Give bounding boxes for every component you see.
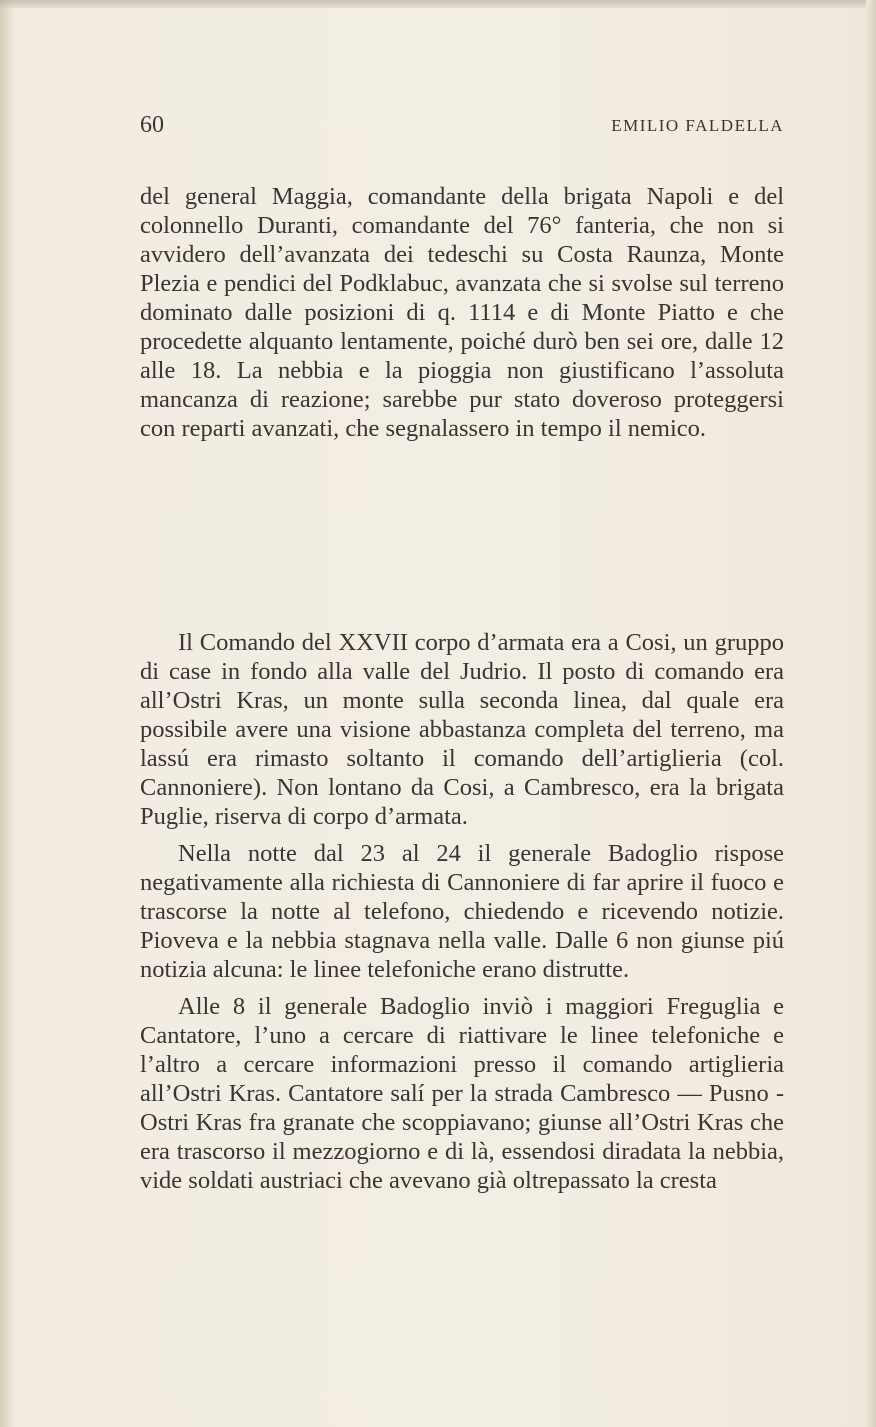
paragraph: del general Maggia, comandante della brigata Napoli e del colonnello Duranti, comandante del 76° fanteria, che non si avvidero dell’avanzata dei tedeschi su Costa Raunza, Monte Plezia e pendici del Podklabuc, avanzata che si svolse sul terreno dominato dalle posizioni di q. 1114 e di Monte Piatto e che procedette alquanto lentamente, poiché durò ben sei ore, dalle 12 alle 18. La nebbia e la pioggia non giustificano l’assoluta mancanza di reazione; sarebbe pur stato doveroso proteggersi con reparti avanzati, che segnalassero in tempo il nemico. [140, 183, 784, 442]
paragraph: Nella notte dal 23 al 24 il generale Badoglio rispose negativamente alla richiesta di Cannoniere di far aprire il fuoco e trascorse la notte al telefono, chiedendo e ricevendo notizie. Pioveva e la nebbia stagnava nella valle. Dalle 6 non giunse piú notizia alcuna: le linee telefoniche erano distrutte. [140, 840, 784, 983]
paragraph: Il Comando del XXVII corpo d’armata era a Cosi, un gruppo di case in fondo alla valle del Judrio. Il posto di comando era all’Ostri Kras, un monte sulla seconda linea, dal quale era possibile avere una visione abbastanza completa del terreno, ma lassú era rimasto soltanto il comando dell’artiglieria (col. Cannoniere). Non lontano da Cosi, a Cambresco, era la brigata Puglie, riserva di corpo d’armata. [140, 629, 784, 830]
text-block-bottom [140, 628, 784, 1195]
page-top-edge [0, 0, 876, 8]
binding-shadow [0, 0, 14, 1427]
text-block-top [140, 182, 784, 443]
paragraph: Alle 8 il generale Badoglio inviò i maggiori Freguglia e Cantatore, l’uno a cercare di riattivare le linee telefoniche e l’altro a cercare informazioni presso il comando artiglieria all’Ostri Kras. Cantatore salí per la strada Cambresco — Pusno - Ostri Kras fra granate che scoppiavano; giunse all’Ostri Kras che era trascorso il mezzogiorno e di là, essendosi diradata la nebbia, vide soldati austriaci che avevano già oltrepassato la cresta [140, 993, 784, 1194]
page-header [140, 112, 784, 142]
page-number: 60 [140, 112, 164, 138]
page-right-edge [866, 0, 876, 1427]
running-head: EMILIO FALDELLA [611, 116, 784, 135]
